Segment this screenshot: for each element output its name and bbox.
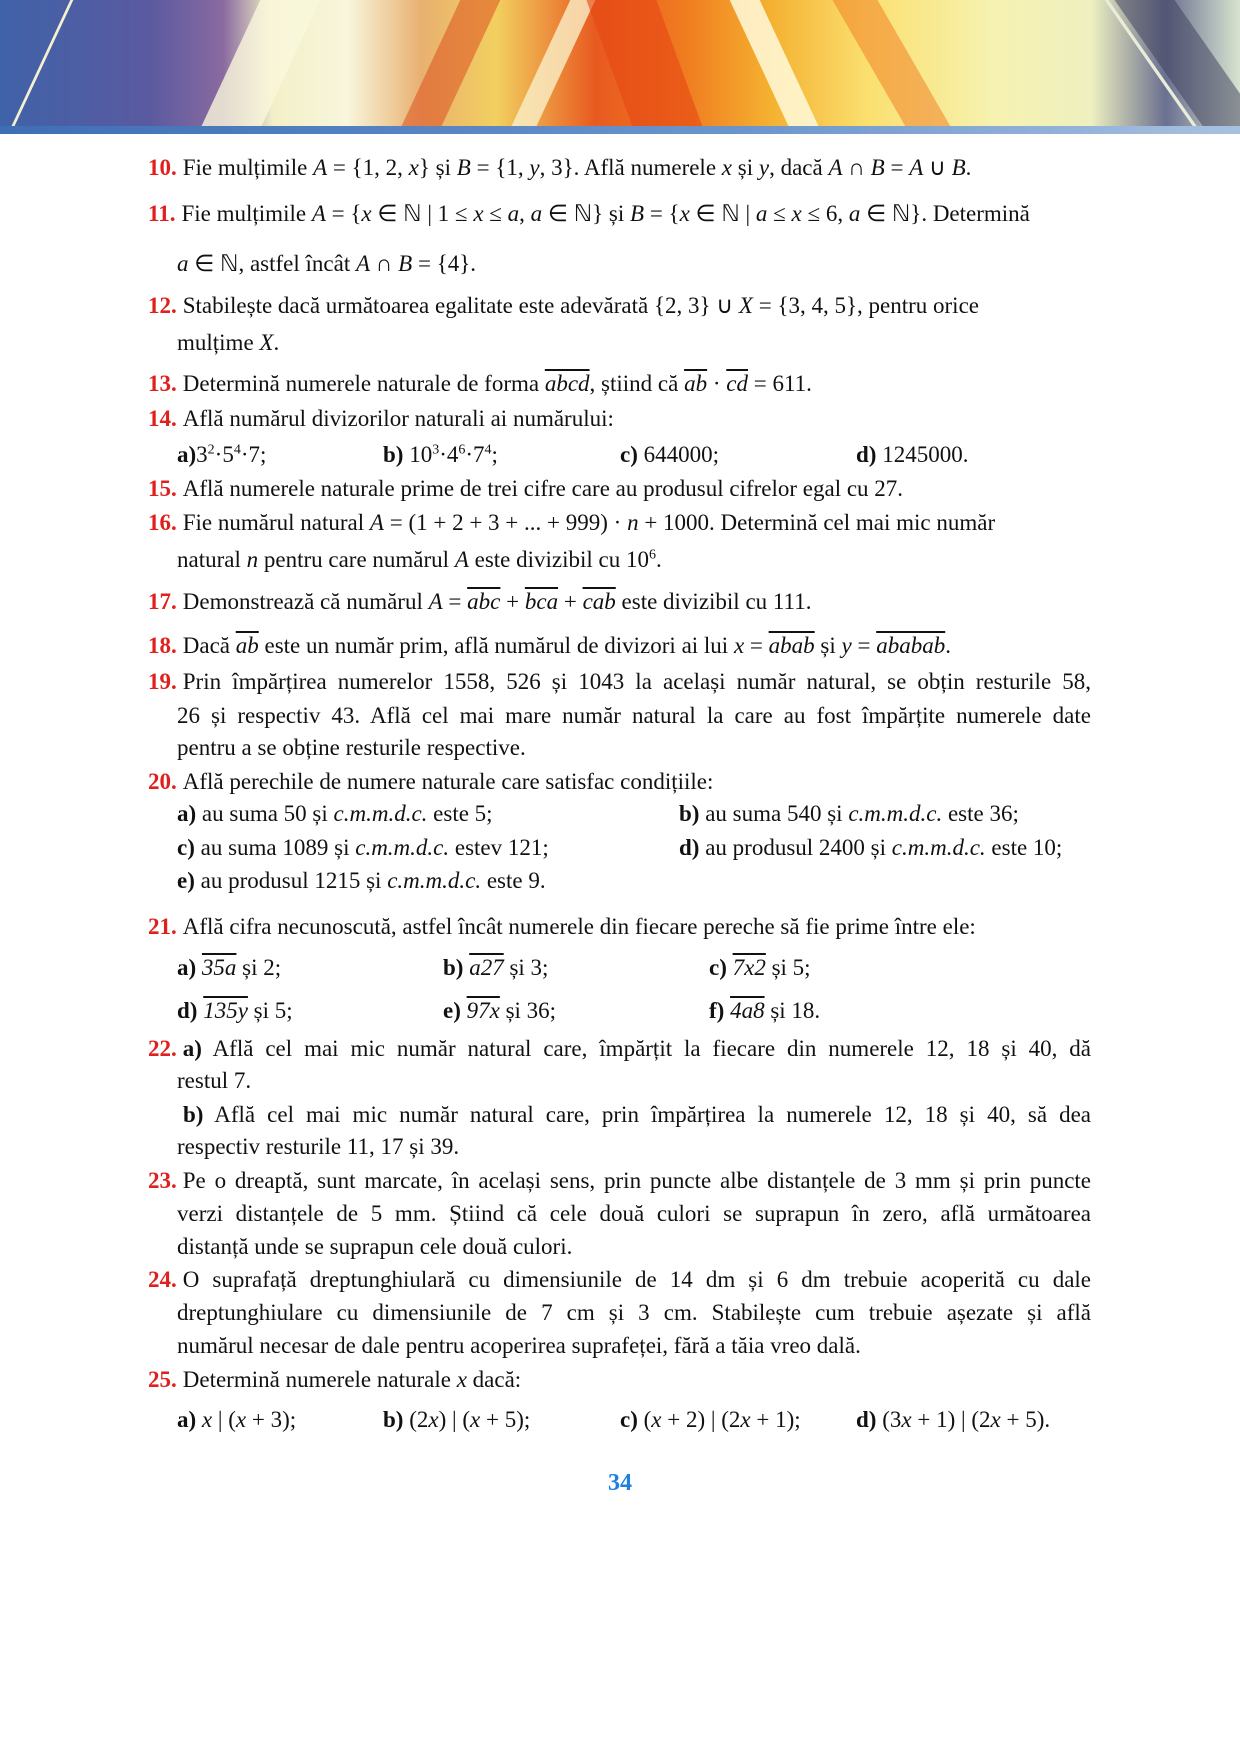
page-number: 34 <box>608 1470 632 1496</box>
text-line: d) au produsul 2400 și c.m.m.d.c. este 10; <box>679 835 1063 860</box>
math-variable: x <box>473 201 484 226</box>
exponent: 3 <box>432 442 440 458</box>
subpoint-label: b) <box>679 801 700 826</box>
text-line: 23. Pe o dreaptă, sunt marcate, în același sens, prin puncte albe distanțele de 3 mm și prin puncte <box>148 1168 1091 1193</box>
math-variable: A <box>828 155 843 180</box>
subpoint-label: f) <box>709 998 725 1023</box>
math-variable: A <box>313 155 328 180</box>
problem-number: 11. <box>148 201 176 226</box>
overlined-number: 97x <box>466 998 500 1023</box>
overlined-number: 4a8 <box>730 998 765 1023</box>
subpoint-label: b) <box>383 1407 404 1432</box>
text-line: 13. Determină numerele naturale de forma abcd, știind că $\overline{ab} \cdot \overline{cd} = 611$. <box>148 371 812 396</box>
math-variable: a <box>848 201 861 226</box>
math-variable: c.m.m.d.c. <box>333 801 428 826</box>
math-variable: a <box>530 201 543 226</box>
math-variable: c.m.m.d.c. <box>355 835 450 860</box>
text-line: e) au produsul 1215 și c.m.m.d.c. este 9. <box>177 868 546 893</box>
math-variable: x <box>408 155 419 180</box>
text-line: d) (3x + 1) | (2x + 5). <box>856 1407 1051 1432</box>
math-variable: x <box>901 1407 912 1432</box>
problem-number: 10. <box>148 155 177 180</box>
math-variable: x <box>201 1407 213 1432</box>
math-variable: x <box>740 1407 751 1432</box>
text-line: c) (x + 2) | (2x + 1); <box>620 1407 801 1432</box>
text-line: mulțime X. <box>177 330 280 355</box>
text-line: 11. Fie mulțimile A = {x ∈ ℕ | 1 ≤ x ≤ a, a ∈ ℕ} și B = {x ∈ ℕ | a ≤ x ≤ 6, a ∈ ℕ}. Determină <box>148 201 1030 226</box>
problem-number: 21. <box>148 914 177 939</box>
problem-number: 18. <box>148 633 177 658</box>
math-variable: x <box>721 155 732 180</box>
text-line: 16. Fie numărul natural A = (1 + 2 + 3 + ... + 999) · n + 1000. Determină cel mai mic număr <box>148 510 996 535</box>
text-line: natural n pentru care numărul A este divizibil cu $10^6$. <box>177 547 662 572</box>
overlined-number: abcd <box>544 371 590 396</box>
text-line: d) 135y și 5; <box>177 998 293 1023</box>
text-line: b) (2x) | (x + 5); <box>383 1407 531 1432</box>
subpoint-label: c) <box>620 1407 638 1432</box>
problem-number: 17. <box>148 589 177 614</box>
math-variable: y <box>529 155 540 180</box>
text-line: 18. Dacă $\overline{ab}$ este un număr prim, află numărul de divizori ai lui x = abab și y = ababab. <box>148 633 951 658</box>
problem-number: 19. <box>148 669 177 694</box>
text-line: b) Află cel mai mic număr natural care, prin împărțirea la numerele 12, 18 și 40, să dea <box>183 1102 1091 1127</box>
overlined-number: $\overline{abc}$ <box>467 589 501 614</box>
subpoint-label: c) <box>620 442 638 467</box>
math-variable: B <box>870 155 885 180</box>
math-variable: B <box>398 251 413 276</box>
exponent: 2 <box>207 442 215 458</box>
math-variable: x <box>235 1407 247 1432</box>
text-line: c) 7x2 și 5; <box>709 955 811 980</box>
overlined-number: $\overline{ab}$ <box>235 633 259 658</box>
subpoint-label: c) <box>177 835 195 860</box>
problem-number: 25. <box>148 1367 177 1392</box>
subpoint-label: d) <box>856 442 877 467</box>
problem-number: 12. <box>148 293 177 318</box>
text-line: f) 4a8 și 18. <box>709 998 821 1023</box>
text-line: 21. Află cifra necunoscută, astfel încât numerele din fiecare pereche să fie prime între ele: <box>148 914 976 939</box>
math-variable: c.m.m.d.c. <box>387 868 482 893</box>
math-variable: a <box>507 201 520 226</box>
subpoint-label: c) <box>709 955 727 980</box>
text-line: pentru a se obține resturile respective. <box>177 735 526 760</box>
overlined-number: a27 <box>469 955 504 980</box>
text-line: 22. a) Află cel mai mic număr natural care, împărțit la fiecare din numerele 12, 18 și 40, dă <box>148 1036 1091 1061</box>
text-line: 19. Prin împărțirea numerelor 1558, 526 și 1043 la același număr natural, se obțin resturile 58, <box>148 669 1091 694</box>
math-variable: B <box>630 201 645 226</box>
math-variable: B <box>456 155 471 180</box>
subpoint-label: d) <box>679 835 700 860</box>
math-variable: a <box>177 251 189 276</box>
header-divider <box>0 126 1240 134</box>
subpoint-label: e) <box>177 868 195 893</box>
text-line: 12. Stabilește dacă următoarea egalitate este adevărată {2, 3} ∪ X = {3, 4, 5}, pentru orice <box>148 293 979 318</box>
subpoint-label: a) <box>177 801 197 826</box>
math-variable: A <box>311 201 326 226</box>
text-line: 24. O suprafață dreptunghiulară cu dimensiunile de 14 dm și 6 dm trebuie acoperită cu dale <box>148 1267 1091 1292</box>
text-line: 20. Află perechile de numere naturale care satisfac condițiile: <box>148 769 714 794</box>
text-line: 17. Demonstrează că numărul $A = \overline{abc} + \overline{bca} + \overline{cab}$ este divizibil cu 111. <box>148 589 812 614</box>
math-variable: A <box>355 251 371 276</box>
subpoint-label: b) <box>183 1102 204 1127</box>
exponent: 6 <box>649 547 657 563</box>
text-line: restul 7. <box>177 1068 252 1093</box>
overlined-number: ababab <box>876 633 946 658</box>
text-line: b) au suma 540 și c.m.m.d.c. este 36; <box>679 801 1019 826</box>
math-variable: x <box>733 633 745 658</box>
exponent: 6 <box>458 442 466 458</box>
exponent: 4 <box>233 442 241 458</box>
text-line: b) a27 și 3; <box>443 955 549 980</box>
math-variable: c.m.m.d.c. <box>848 801 943 826</box>
overlined-number: 135y <box>203 998 248 1023</box>
problem-number: 15. <box>148 476 177 501</box>
text-line: dreptunghiulare cu dimensiunile de 7 cm și 3 cm. Stabilește cum trebuie așezate și află <box>177 1300 1091 1325</box>
math-variable: n <box>246 547 259 572</box>
text-line: $a)3^2\cdot 5^4\cdot 7$; <box>177 442 267 467</box>
text-line: 10. Fie mulțimile A = {1, 2, x} și B = {1, y, 3}. Află numerele x și y, dacă A ∩ B = A ∪ B. <box>148 155 972 180</box>
math-variable: A <box>428 589 443 614</box>
text-line: 15. Află numerele naturale prime de trei cifre care au produsul cifrelor egal cu 27. <box>148 476 904 501</box>
problem-number: 16. <box>148 510 177 535</box>
overlined-number: $\overline{cab}$ <box>582 589 616 614</box>
text-line: a) au suma 50 și c.m.m.d.c. este 5; <box>177 801 493 826</box>
math-variable: X <box>259 330 274 355</box>
text-line: a) x | (x + 3); <box>177 1407 297 1432</box>
math-variable: x <box>791 201 802 226</box>
subpoint-label: a) <box>177 1407 197 1432</box>
text-line: verzi distanțele de 5 mm. Știind că cele două culori se suprapun în zero, află următoarea <box>177 1201 1091 1226</box>
math-variable: c.m.m.d.c. <box>891 835 986 860</box>
math-variable: n <box>627 510 639 535</box>
problem-number: 14. <box>148 406 177 431</box>
subpoint-label: d) <box>177 998 198 1023</box>
subpoint-label: b) <box>443 955 464 980</box>
math-variable: X <box>738 293 753 318</box>
math-variable: y <box>758 155 770 180</box>
text-line: c) au suma 1089 și c.m.m.d.c. estev 121; <box>177 835 549 860</box>
overlined-number: $\overline{ab}$ <box>684 371 708 396</box>
problem-number: 24. <box>148 1267 177 1292</box>
text-line: a) 35a și 2; <box>177 955 282 980</box>
text-line: numărul necesar de dale pentru acoperirea suprafeței, fără a tăia vreo dală. <box>177 1333 861 1358</box>
math-variable: x <box>679 201 690 226</box>
subpoint-label: a) <box>182 1036 202 1061</box>
text-line: 26 și respectiv 43. Află cel mai mare număr natural la care au fost împărțite numerele date <box>177 703 1091 728</box>
math-variable: A <box>369 510 384 535</box>
overlined-number: 35a <box>201 955 237 980</box>
text-line: e) 97x și 36; <box>443 998 557 1023</box>
subpoint-label: a) <box>177 955 197 980</box>
math-variable: A <box>909 155 924 180</box>
overlined-number: $\overline{cd}$ <box>726 371 748 396</box>
overlined-number: abab <box>768 633 815 658</box>
math-variable: x <box>361 201 372 226</box>
text-line: a ∈ ℕ, astfel încât A ∩ B = {4}. <box>177 251 477 276</box>
text-line: 14. Află numărul divizorilor naturali ai numărului: <box>148 406 614 431</box>
math-variable: x <box>456 1367 467 1392</box>
subpoint-label: e) <box>443 998 461 1023</box>
problem-number: 20. <box>148 769 177 794</box>
text-line: respectiv resturile 11, 17 și 39. <box>177 1134 460 1159</box>
overlined-number: $\overline{bca}$ <box>524 589 559 614</box>
text-line: d) 1245000. <box>856 442 969 467</box>
header-banner-image <box>0 0 1240 126</box>
exponent: 4 <box>484 442 492 458</box>
math-variable: a <box>755 201 768 226</box>
math-variable: x <box>651 1407 662 1432</box>
text-line: 25. Determină numerele naturale x dacă: <box>148 1367 522 1392</box>
subpoint-label: a) <box>177 442 197 467</box>
problem-number: 13. <box>148 371 177 396</box>
math-variable: x <box>428 1407 439 1432</box>
overlined-number: 7x2 <box>732 955 766 980</box>
subpoint-label: b) <box>383 442 404 467</box>
math-variable: x <box>470 1407 481 1432</box>
math-variable: y <box>841 633 852 658</box>
text-line: b) $10^3\cdot 4^6\cdot 7^4$; <box>383 442 498 467</box>
problem-number: 22. <box>148 1036 177 1061</box>
text-line: distanță unde se suprapun cele două culori. <box>177 1234 573 1259</box>
math-variable: A <box>454 547 469 572</box>
math-variable: B <box>951 155 966 180</box>
problem-number: 23. <box>148 1168 177 1193</box>
text-line: c) 644000; <box>620 442 720 467</box>
subpoint-label: d) <box>856 1407 877 1432</box>
math-variable: x <box>990 1407 1001 1432</box>
